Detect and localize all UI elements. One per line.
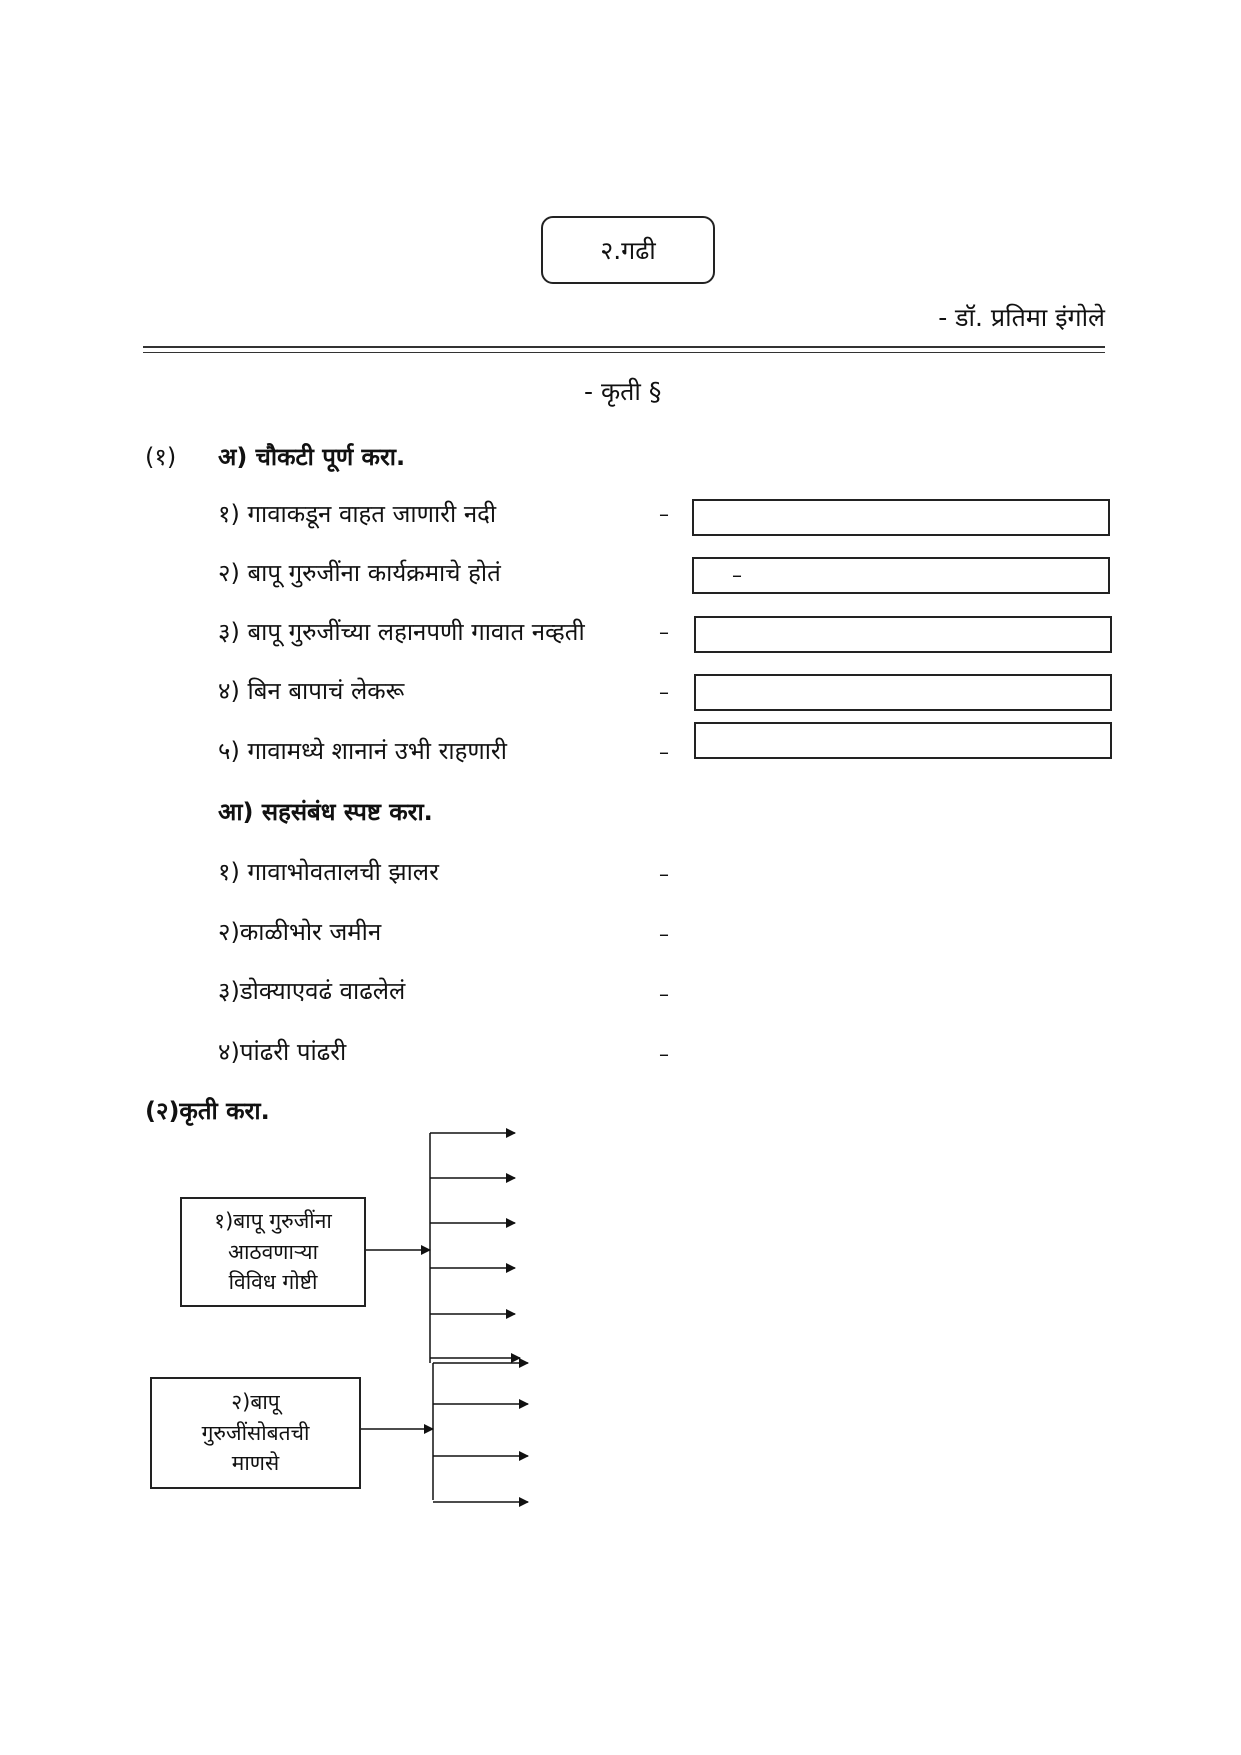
part-b-item-4: ४)पांढरी पांढरी (218, 1038, 347, 1066)
part-a-dash-3: – (659, 620, 669, 644)
flow-box-2-line-3: माणसे (231, 1451, 280, 1476)
part-b-item-3: ३)डोक्याएवढं वाढलेलं (218, 977, 406, 1005)
flow-box-2-line-2: गुरुजींसोबतची (201, 1420, 310, 1445)
part-a-dash-1: – (659, 502, 669, 526)
part-a-item-3: ३) बापू गुरुजींच्या लहानपणी गावात नव्हती (218, 618, 585, 646)
flow-box-2-line-1: २)बापू (231, 1390, 280, 1415)
kruti-heading: - कृती § (584, 377, 662, 406)
part-b-dash-1: – (659, 862, 669, 886)
part-b-heading: आ) सहसंबंध स्पष्ट करा. (218, 798, 433, 826)
author-name: - डॉ. प्रतिमा इंगोले (938, 303, 1105, 332)
flow-box-1-line-3: विविध गोष्टी (228, 1270, 318, 1295)
part-a-item-4: ४) बिन बापाचं लेकरू (218, 677, 405, 705)
part-b-item-2: २)काळीभोर जमीन (218, 918, 382, 946)
part-a-item-2: २) बापू गुरुजींना कार्यक्रमाचे होतं (218, 559, 501, 587)
part-a-item-1: १) गावाकडून वाहत जाणारी नदी (218, 500, 497, 528)
section1-number: (१) (145, 443, 177, 471)
flow-box-1-line-2: आठवणाऱ्या (227, 1239, 319, 1264)
part-b-dash-3: – (659, 982, 669, 1006)
flow-box-1-line-1: १)बापू गुरुजींना (214, 1209, 332, 1234)
section2-heading: (२)कृती करा. (145, 1097, 270, 1125)
part-a-heading: अ) चौकटी पूर्ण करा. (218, 443, 406, 471)
chapter-title: २.गढी (600, 236, 656, 265)
part-a-dash-4: – (659, 680, 669, 704)
part-b-dash-4: – (659, 1042, 669, 1066)
part-b-item-1: १) गावाभोवतालची झालर (218, 858, 439, 886)
part-a-dash-5: – (659, 740, 669, 764)
part-a-item-5: ५) गावामध्ये शानानं उभी राहणारी (218, 737, 507, 765)
part-b-dash-2: – (659, 922, 669, 946)
part-a-dash-2: – (732, 563, 742, 587)
